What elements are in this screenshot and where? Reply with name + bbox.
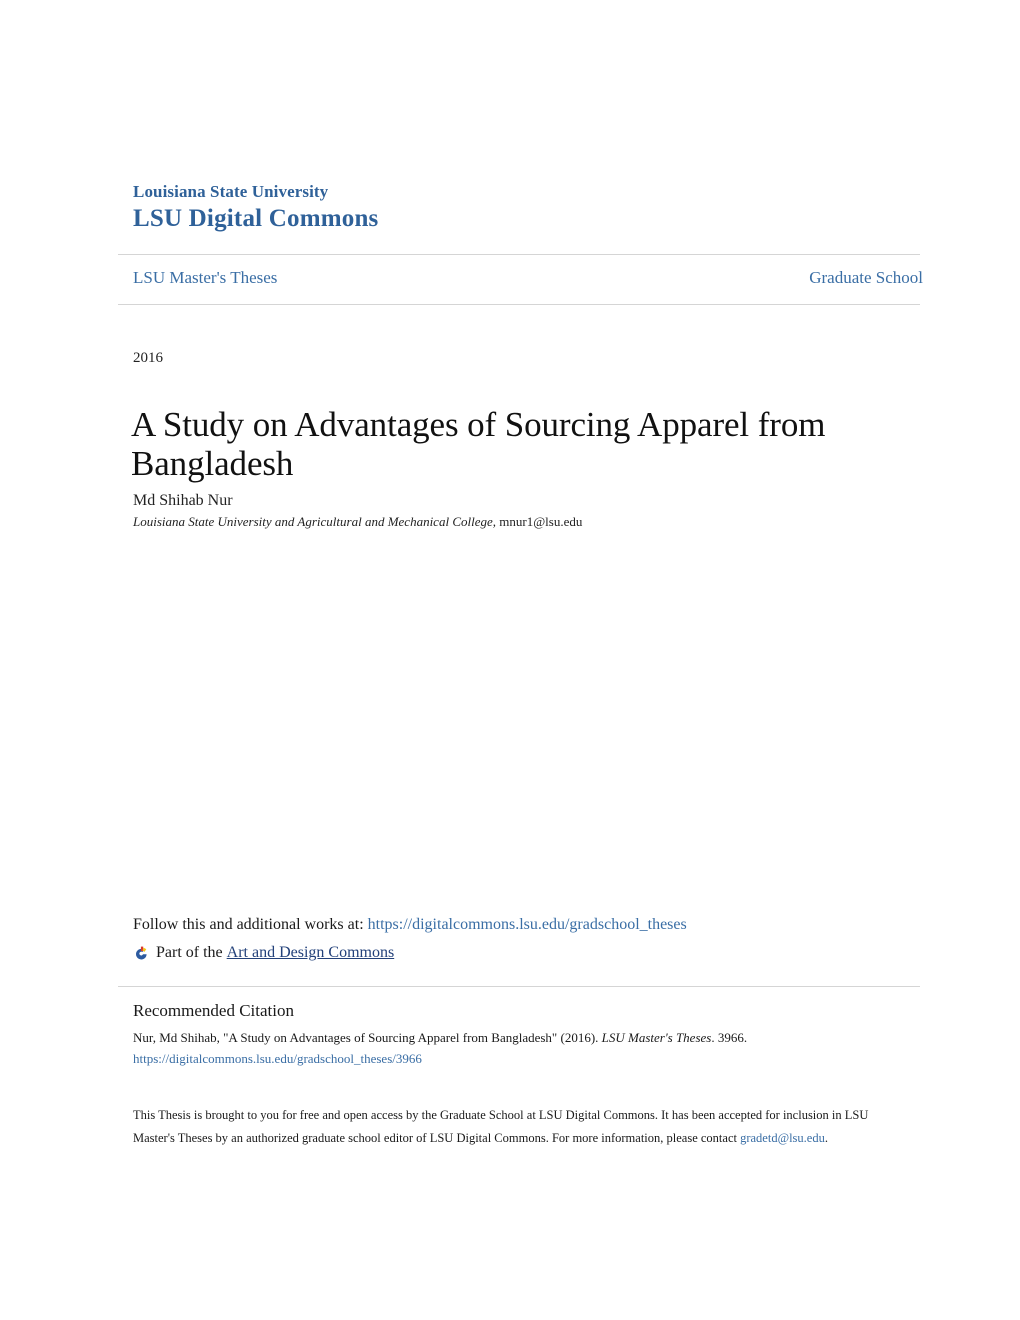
author-affiliation	[133, 514, 582, 530]
digital-commons-network-icon	[133, 946, 150, 963]
breadcrumb	[133, 268, 923, 292]
masthead-repository: LSU Digital Commons	[133, 204, 379, 232]
divider-below-navbar	[118, 304, 920, 305]
publication-year: 2016	[133, 350, 163, 366]
access-statement-text: This Thesis is brought to you for free and open access by the Graduate School at LSU Digital Commons. It has been accepted for inclusion in LSU Master's Theses by an authorized graduate school editor of LSU Digital Commons. For more information, please contact	[133, 1108, 869, 1146]
access-statement-period: .	[824, 1131, 828, 1146]
divider-above-citation	[118, 986, 920, 987]
recommended-citation-body	[133, 1028, 923, 1069]
author-email: mnur1@lsu.edu	[499, 514, 583, 529]
collection-url-link[interactable]: https://digitalcommons.lsu.edu/gradschool_theses	[367, 916, 687, 933]
follow-works-block	[133, 913, 923, 965]
breadcrumb-collection-link[interactable]: LSU Master's Theses	[133, 268, 278, 287]
author-name: Md Shihab Nur	[133, 492, 233, 509]
recommended-citation-heading: Recommended Citation	[133, 1001, 294, 1020]
author-affiliation-text: Louisiana State University and Agricultural and Mechanical College,	[133, 514, 496, 529]
follow-works-prefix: Follow this and additional works at:	[133, 916, 364, 933]
access-statement	[133, 1104, 873, 1150]
citation-series-title: LSU Master's Theses	[601, 1030, 712, 1045]
part-of-prefix: Part of the	[156, 944, 223, 961]
masthead-logo	[133, 182, 833, 234]
subject-commons-link[interactable]: Art and Design Commons	[226, 944, 395, 961]
breadcrumb-parent-link[interactable]: Graduate School	[809, 268, 923, 287]
page-title: A Study on Advantages of Sourcing Apparel from Bangladesh	[131, 405, 826, 484]
citation-permalink[interactable]: https://digitalcommons.lsu.edu/gradschool_theses/3966	[133, 1051, 422, 1067]
citation-text-after: . 3966.	[711, 1030, 748, 1045]
follow-works-line	[133, 913, 923, 937]
masthead-institution: Louisiana State University	[133, 182, 329, 201]
divider-above-navbar	[118, 254, 920, 255]
part-of-line	[133, 941, 923, 965]
contact-email-link[interactable]: gradetd@lsu.edu	[740, 1131, 825, 1146]
citation-text-before: Nur, Md Shihab, "A Study on Advantages of Sourcing Apparel from Bangladesh" (2016).	[133, 1030, 599, 1045]
